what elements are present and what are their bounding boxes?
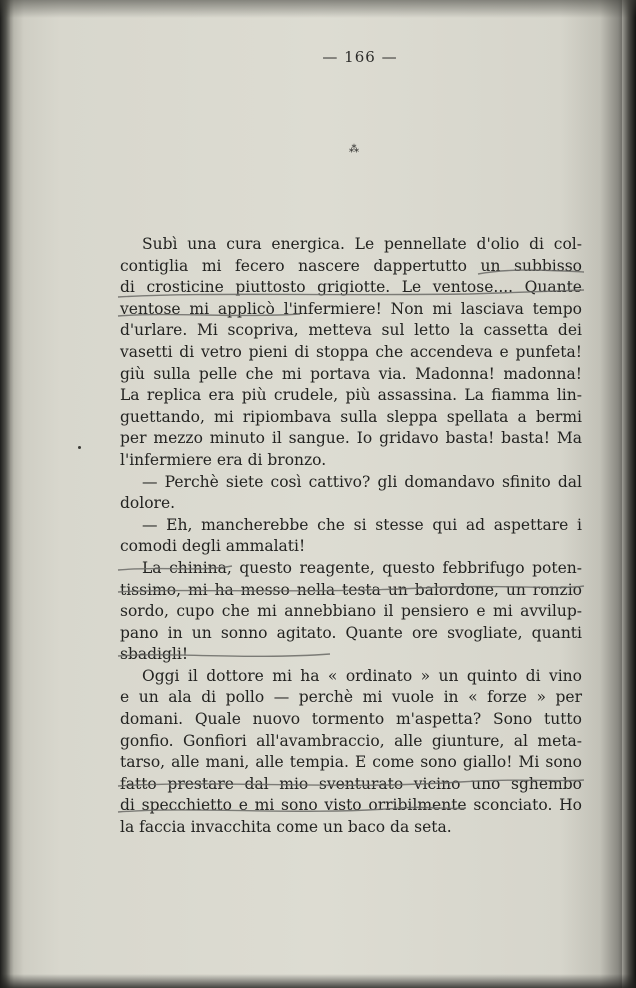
text-line: Subì una cura energica. Le pennellate d'olio di col- — [142, 235, 582, 253]
text-line: guettando, mi ripiombava sulla sleppa spellata a bermi — [120, 407, 582, 426]
text-line: La chinina, questo reagente, questo febbrifugo poten- — [142, 558, 582, 577]
text-line: Oggi il dottore mi ha « ordinato » un quinto di vino — [142, 666, 582, 685]
text-line: sordo, cupo che mi annebbiano il pensiero e mi avvilup- — [120, 602, 582, 621]
page-outer-edge — [622, 0, 636, 988]
text-line: di crosticine piuttosto grigiotte. Le ventose.... Quante — [120, 278, 582, 297]
margin-dot — [78, 446, 81, 449]
text-line: l'infermiere era di bronzo. — [120, 450, 327, 469]
text-line: tissimo, mi ha messo nella testa un balordone, un ronzio — [120, 580, 582, 599]
text-line: la faccia invacchita come un baco da seta. — [120, 818, 452, 837]
text-line: tarso, alle mani, alle tempia. E come sono giallo! Mi sono — [120, 753, 582, 772]
page-bottom-shadow — [0, 974, 636, 988]
text-line: comodi degli ammalati! — [120, 537, 306, 556]
text-line: gonfio. Gonfiori all'avambraccio, alle giunture, al meta- — [120, 731, 582, 750]
text-line: e un ala di pollo — perchè mi vuole in « forze » per — [120, 688, 582, 707]
text-line: vasetti di vetro pieni di stoppa che accendeva e punfeta! — [120, 342, 582, 361]
text-line: contiglia mi fecero nascere dappertutto un subbisso — [120, 256, 582, 275]
text-line: ventose mi applicò l'infermiere! Non mi lasciava tempo — [120, 299, 582, 318]
text-line: sbadigli! — [120, 645, 189, 664]
text-line: per mezzo minuto il sangue. Io gridavo basta! basta! Ma — [120, 429, 582, 448]
body-text — [120, 234, 582, 839]
section-mark: ⁂ — [349, 144, 359, 155]
text-line: dolore. — [120, 494, 176, 513]
page-number: — 166 — — [322, 48, 398, 66]
text-line: — Perchè siete così cattivo? gli domandavo sfinito dal — [142, 472, 582, 491]
text-line: pano in un sonno agitato. Quante ore svogliate, quanti — [120, 623, 582, 642]
text-line: fatto prestare dal mio sventurato vicino uno sghembo — [120, 774, 582, 793]
text-line: d'urlare. Mi scopriva, metteva sul letto la cassetta dei — [120, 321, 582, 340]
page-top-shadow — [0, 0, 636, 18]
text-line: di specchietto e mi sono visto orribilmente sconciato. Ho — [120, 796, 582, 815]
text-line: domani. Quale nuovo tormento m'aspetta? Sono tutto — [120, 710, 582, 729]
text-line: La replica era più crudele, più assassina. La fiamma lin- — [120, 386, 582, 405]
text-line: — Eh, mancherebbe che si stesse qui ad aspettare i — [142, 515, 582, 534]
page-binding-edge — [0, 0, 10, 988]
text-line: giù sulla pelle che mi portava via. Madonna! madonna! — [120, 364, 582, 383]
